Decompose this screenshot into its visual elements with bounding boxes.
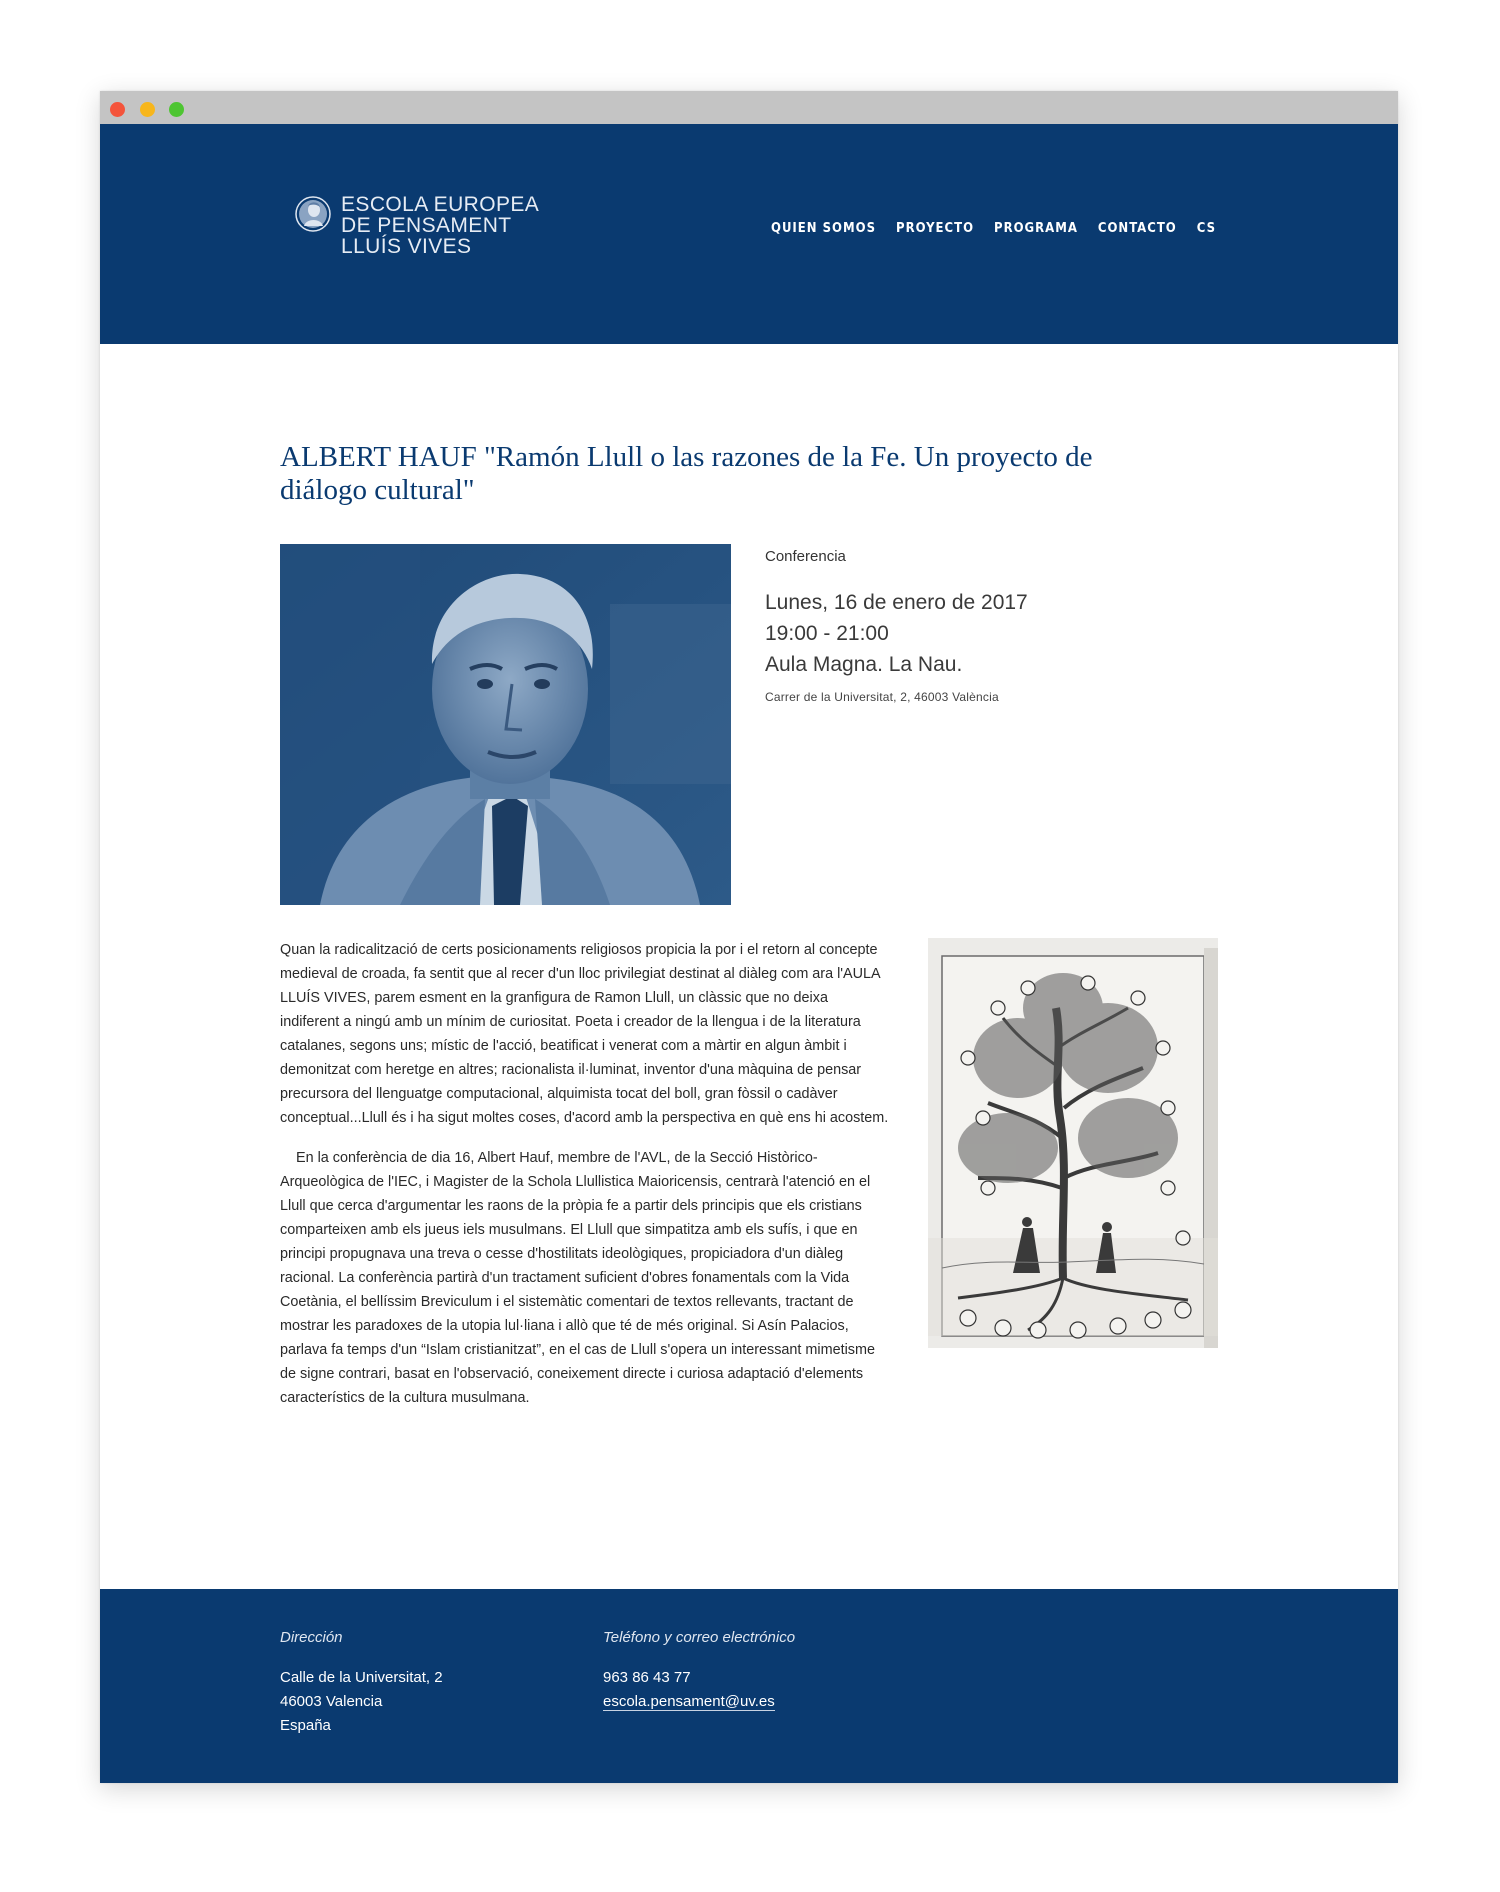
footer-contact-heading: Teléfono y correo electrónico bbox=[603, 1629, 796, 1646]
event-time: 19:00 - 21:00 bbox=[765, 622, 889, 645]
footer-phone: 963 86 43 77 bbox=[603, 1669, 691, 1686]
window-titlebar bbox=[100, 91, 1398, 124]
site-logo[interactable] bbox=[295, 194, 539, 257]
footer-contact-column bbox=[603, 1626, 795, 1714]
medallion-portrait-icon bbox=[295, 196, 331, 232]
close-window-button[interactable] bbox=[110, 102, 125, 117]
description-paragraph-1: Quan la radicalització de certs posicionaments religiosos propicia la por i el retorn al concepte medieval de croada, fa sentit que al recer d'un lloc privilegiat destinat al diàleg com ara l'AULA LLUÍS VIVES, parem esment en la granfigura de Ramon Llull, un clàssic que no deixa indiferent a ningú amb un mínim de curiositat. Poeta i creador de la llengua i de la literatura catalanes, segons uns; místic de l'acció, beatificat i venerat com a màrtir en algun àmbit i demonitzat com heretge en altres; racionalista il·luminat, inventor d'una màquina de pensar precursora del llenguatge computacional, alquimista tocat del boll, gran fòssil o cadàver conceptual...Llull és i ha sigut moltes coses, d'acord amb la perspectiva en què ens hi acostem. bbox=[280, 942, 889, 1126]
site-footer bbox=[100, 1589, 1398, 1783]
llull-tree-engraving-image bbox=[928, 938, 1218, 1348]
site-header bbox=[100, 124, 1398, 344]
logo-line-3: LLUÍS VIVES bbox=[341, 235, 472, 258]
minimize-window-button[interactable] bbox=[140, 102, 155, 117]
event-date: Lunes, 16 de enero de 2017 bbox=[765, 591, 1028, 614]
event-title: ALBERT HAUF "Ramón Llull o las razones de la Fe. Un proyecto de diálogo cultural" bbox=[280, 441, 1093, 506]
logo-line-1: ESCOLA EUROPEA bbox=[341, 193, 540, 216]
footer-address-line-2: 46003 Valencia bbox=[280, 1693, 383, 1710]
nav-programa[interactable]: PROGRAMA bbox=[994, 221, 1078, 236]
browser-window bbox=[100, 91, 1398, 1783]
description-paragraph-2: En la conferència de dia 16, Albert Hauf, membre de l'AVL, de la Secció Històrico-Arqueològica de l'IEC, i Magister de la Schola Llullistica Maioricensis, centrarà l'atenció en el Llull que cerca d'argumentar les raons de la pròpia fe a partir dels principis que els cristians comparteixen amb els jueus iels musulmans. El Llull que simpatitza amb els sufís, i que en principi propugnava una treva o cesse d'hostilitats ideològiques, propiciadora d'un diàleg racional. La conferència partirà d'un tractament suficient d'obres fonamentals com la Vida Coetània, el bellíssim Breviculum i el sistemàtic comentari de textos rellevants, tractant de mostrar les paradoxes de la utopia lul·liana i allò que té de més original. Si Asín Palacios, parlava fa temps d'un “Islam cristianitzat”, en el cas de Llull s'opera un interessant mimetisme de signe contrari, basat en l'observació, coneixement directe i curiosa adaptació d'elements característics de la cultura musulmana. bbox=[280, 1150, 875, 1406]
event-venue: Aula Magna. La Nau. bbox=[765, 653, 963, 676]
event-details bbox=[765, 544, 1185, 704]
nav-language-cs[interactable]: CS bbox=[1196, 221, 1216, 236]
main-nav bbox=[771, 221, 1216, 236]
footer-address-column bbox=[280, 1626, 443, 1738]
event-address: Carrer de la Universitat, 2, 46003 València bbox=[765, 690, 999, 704]
speaker-portrait-image bbox=[280, 544, 731, 905]
nav-contacto[interactable]: CONTACTO bbox=[1097, 221, 1177, 236]
maximize-window-button[interactable] bbox=[169, 102, 184, 117]
logo-line-2: DE PENSAMENT bbox=[341, 214, 512, 237]
footer-email-link[interactable]: escola.pensament@uv.es bbox=[603, 1693, 775, 1710]
event-type: Conferencia bbox=[765, 548, 846, 565]
event-schedule bbox=[765, 587, 1185, 680]
nav-quien-somos[interactable]: QUIEN SOMOS bbox=[771, 221, 877, 236]
footer-address-line-3: España bbox=[280, 1717, 331, 1734]
footer-address-line-1: Calle de la Universitat, 2 bbox=[280, 1669, 443, 1686]
nav-proyecto[interactable]: PROYECTO bbox=[896, 221, 975, 236]
footer-address-heading: Dirección bbox=[280, 1629, 343, 1646]
event-description bbox=[280, 938, 890, 1426]
